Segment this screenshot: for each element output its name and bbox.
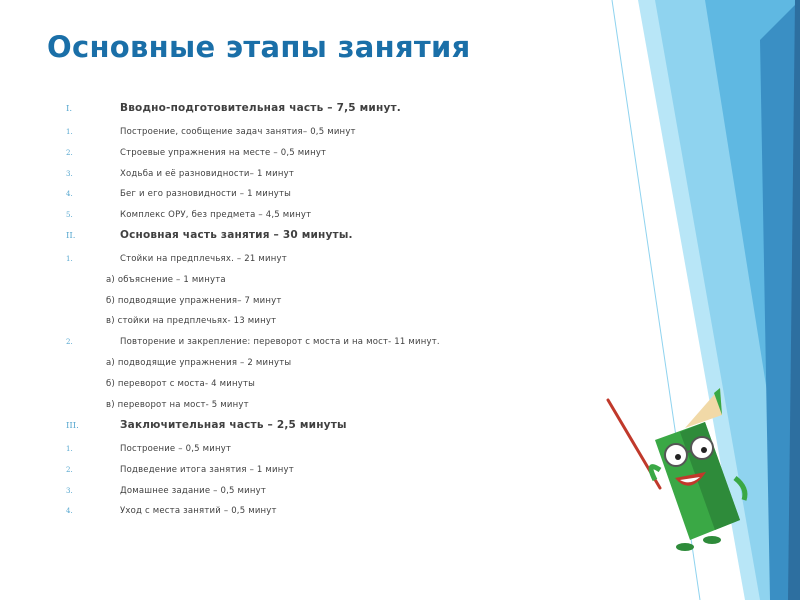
list-number-marker: 1. [66,255,73,263]
list-number-marker: 5. [66,211,73,220]
list-item-text: в) переворот на мост- 5 минут [106,399,249,410]
list-number-marker: 1. [66,128,73,136]
section-heading: Основная часть занятия – 30 минуты. [120,229,353,241]
list-number-marker: 2. [66,338,73,347]
list-item-text: б) переворот с моста- 4 минуты [106,378,256,389]
roman-numeral-marker: I. [66,104,73,114]
list-number-marker: 1. [66,445,73,453]
list-number-marker: 3. [66,486,73,495]
list-number-marker: 2. [66,465,73,474]
list-number-marker: 4. [66,190,73,199]
list-item-text: а) объяснение – 1 минута [106,274,226,285]
list-item-text: Ходьба и её разновидности– 1 минут [120,168,294,179]
list-item-text: а) подводящие упражнения – 2 минуты [106,358,292,368]
list-item-text: Стойки на предплечьях. – 21 минут [120,254,287,264]
roman-numeral-marker: II. [66,231,76,241]
list-item-text: Подведение итога занятия – 1 минут [120,464,294,475]
list-item-text: Бег и его разновидности – 1 минуты [120,189,292,200]
section-heading: Заключительная часть – 2,5 минуты [120,419,347,431]
list-item-text: Уход с места занятий – 0,5 минут [120,506,277,517]
roman-numeral-marker: III. [66,421,79,431]
list-item-text: Построение – 0,5 минут [120,444,232,454]
section-heading: Вводно-подготовительная часть – 7,5 минут. [120,102,401,114]
list-item-text: Построение, сообщение задач занятия– 0,5 минут [120,127,356,137]
list-item-text: в) стойки на предплечьях- 13 минут [106,316,277,327]
list-number-marker: 2. [66,148,73,157]
slide-title: Основные этапы занятия [47,30,471,64]
list-item-text: Комплекс ОРУ, без предмета – 4,5 минут [120,210,312,221]
list-item-text: Повторение и закрепление: переворот с моста и на мост- 11 минут. [120,337,440,348]
list-item-text: б) подводящие упражнения– 7 минут [106,295,282,306]
list-number-marker: 4. [66,507,73,516]
list-number-marker: 3. [66,169,73,178]
list-item-text: Домашнее задание – 0,5 минут [120,485,267,496]
list-item-text: Строевые упражнения на месте – 0,5 минут [120,147,327,158]
